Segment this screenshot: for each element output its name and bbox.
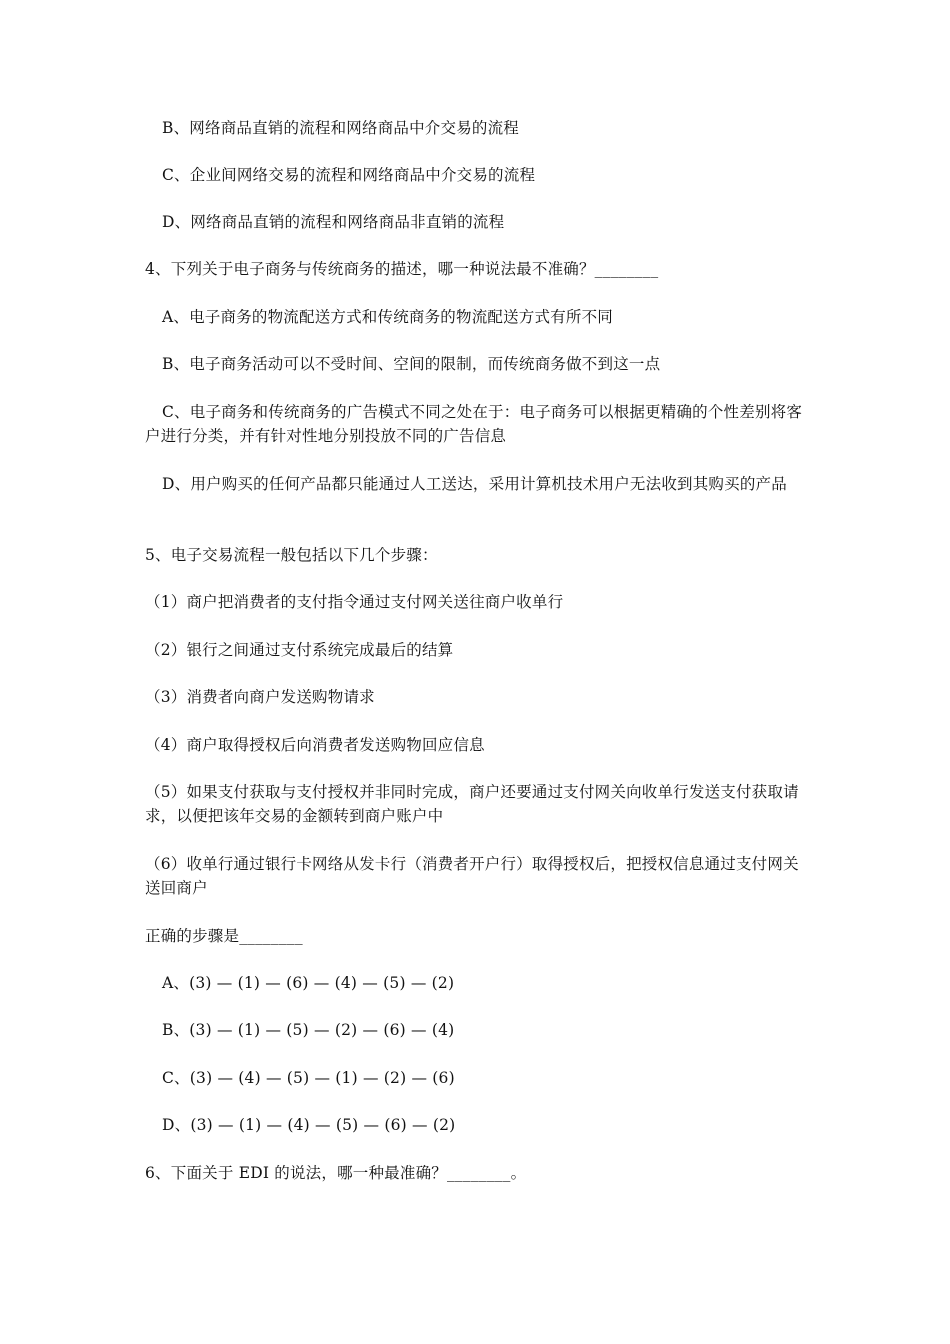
q5-step-1: （1）商户把消费者的支付指令通过支付网关送往商户收单行 <box>145 593 564 611</box>
q5-step-3: （3）消费者向商户发送购物请求 <box>145 688 375 706</box>
q5-step-4: （4）商户取得授权后向消费者发送购物回应信息 <box>145 736 485 754</box>
q4-stem: 4、下列关于电子商务与传统商务的描述，哪一种说法最不准确？________ <box>145 260 659 278</box>
q3-option-c: C、企业间网络交易的流程和网络商品中介交易的流程 <box>162 166 536 184</box>
q5-stem: 5、电子交易流程一般包括以下几个步骤： <box>145 546 438 564</box>
q4-option-c: C、电子商务和传统商务的广告模式不同之处在于：电子商务可以根据更精确的个性差别将客户进行分类，并有针对性地分别投放不同的广告信息 <box>145 403 803 445</box>
q3-option-d: D、网络商品直销的流程和网络商品非直销的流程 <box>162 213 505 231</box>
q5-step-2: （2）银行之间通过支付系统完成最后的结算 <box>145 641 454 659</box>
q5-option-a: A、(3) — (1) — (6) — (4) — (5) — (2) <box>162 974 455 992</box>
q4-option-d: D、用户购买的任何产品都只能通过人工送达，采用计算机技术用户无法收到其购买的产品 <box>162 475 787 493</box>
q4-option-b: B、电子商务活动可以不受时间、空间的限制，而传统商务做不到这一点 <box>162 355 661 373</box>
q6-stem: 6、下面关于 EDI 的说法，哪一种最准确？________。 <box>145 1164 527 1182</box>
q5-option-b: B、(3) — (1) — (5) — (2) — (6) — (4) <box>162 1021 455 1039</box>
q5-option-c: C、(3) — (4) — (5) — (1) — (2) — (6) <box>162 1069 455 1087</box>
q5-step-5: （5）如果支付获取与支付授权并非同时完成，商户还要通过支付网关向收单行发送支付获取请求，以便把该年交易的金额转到商户账户中 <box>145 783 799 825</box>
q4-option-a: A、电子商务的物流配送方式和传统商务的物流配送方式有所不同 <box>162 308 613 326</box>
q5-step-6: （6）收单行通过银行卡网络从发卡行（消费者开户行）取得授权后，把授权信息通过支付网关送回商户 <box>145 855 799 897</box>
q3-option-b: B、网络商品直销的流程和网络商品中介交易的流程 <box>162 119 519 137</box>
q5-prompt: 正确的步骤是________ <box>145 927 303 945</box>
q5-option-d: D、(3) — (1) — (4) — (5) — (6) — (2) <box>162 1116 456 1134</box>
